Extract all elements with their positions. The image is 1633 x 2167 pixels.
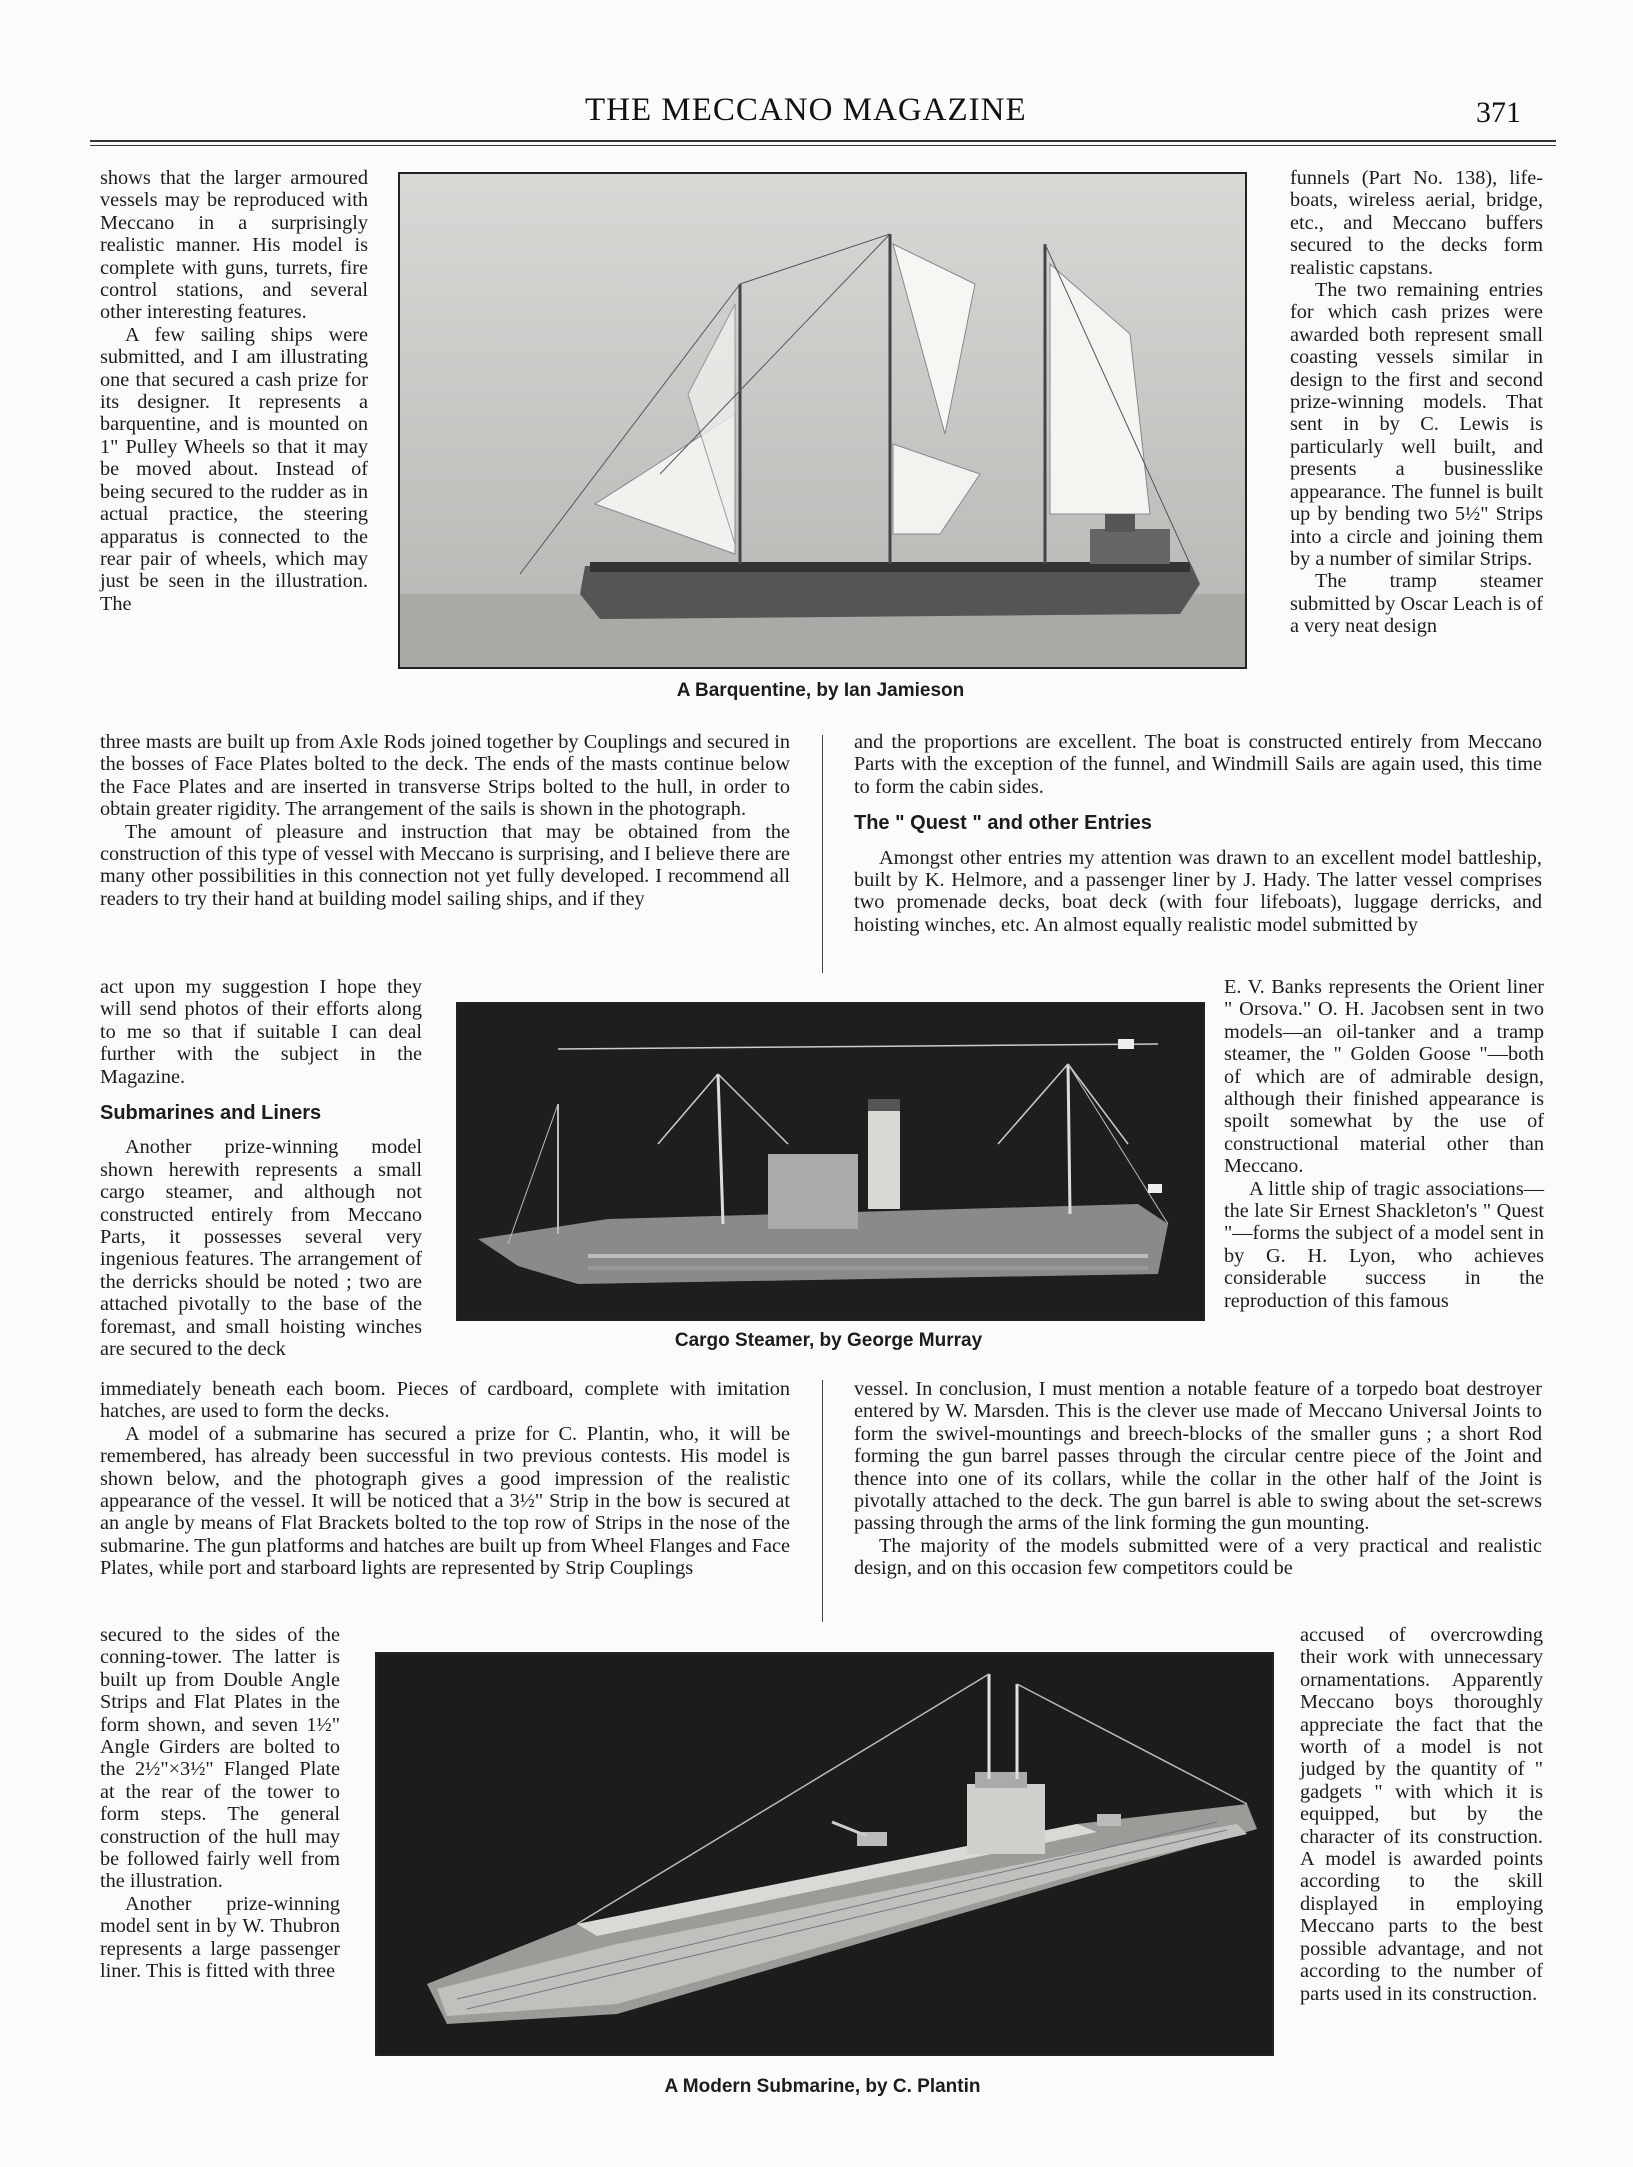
right-wide-block-1 xyxy=(854,731,1542,936)
paragraph: act upon my suggestion I hope they will send photos of their efforts along to me so that if suitable I can deal further with the subject in the Magazine. xyxy=(100,976,422,1088)
submarine-photo xyxy=(375,1652,1274,2056)
left-column-bottom xyxy=(100,1624,340,1983)
left-column-top xyxy=(100,167,368,615)
paragraph: immediately beneath each boom. Pieces of cardboard, complete with imitation hatches, are used to form the decks. xyxy=(100,1378,790,1423)
paragraph: The two remaining entries for which cash prizes were awarded both represent small coasting vessels similar in design to the first and second prize-winning models. That sent in by C. Lewis is particularly well built, and presents a businesslike appearance. The funnel is built up by bending two 5½" Strips into a circle and joining them by a number of similar Strips. xyxy=(1290,279,1543,570)
page-number: 371 xyxy=(1476,96,1521,129)
paragraph: A few sailing ships were submitted, and I am illustrating one that secured a cash prize for its designer. It represents a barquentine, and is mounted on 1" Pulley Wheels so that it may be moved about. Instead of being secured to the rudder as in actual practice, the steering apparatus is connected to the rear pair of wheels, which may just be seen in the illustration. The xyxy=(100,323,368,615)
paragraph: The amount of pleasure and instruction that may be obtained from the construction of this type of vessel with Meccano is surprising, and I believe there are many other possibilities in this connection not yet fully developed. I recommend all readers to try their hand at building model sailing ships, and if they xyxy=(100,820,790,910)
paragraph: and the proportions are excellent. The boat is constructed entirely from Meccano Parts with the exception of the funnel, and Windmill Sails are again used, this time to form the cabin sides. xyxy=(854,731,1542,798)
paragraph: secured to the sides of the conning-tower. The latter is built up from Double Angle Strips and Flat Plates in the form shown, and seven 1½" Angle Girders are bolted to the 2½"×3½" Flanged Plate at the rear of the tower to form steps. The general construction of the hull may be followed fairly well from the illustration. xyxy=(100,1624,340,1893)
paragraph: three masts are built up from Axle Rods joined together by Couplings and secured in the bosses of Face Plates bolted to the deck. The ends of the masts continue below the Face Plates and are inserted in transverse Strips bolted to the hull, in order to obtain greater rigidity. The arrangement of the sails is shown in the photograph. xyxy=(100,731,790,821)
paragraph: Another prize-winning model sent in by W. Thubron represents a large passenger liner. This is fitted with three xyxy=(100,1892,340,1983)
right-wide-block-2 xyxy=(854,1378,1542,1580)
paragraph: funnels (Part No. 138), life-boats, wireless aerial, bridge, etc., and Meccano buffers secured to the decks form realistic capstans. xyxy=(1290,167,1543,279)
cargo-steamer-photo xyxy=(456,1002,1205,1321)
paragraph: shows that the larger armoured vessels may be reproduced with Meccano in a surprisingly realistic manner. His model is complete with guns, turrets, fire control stations, and several other interesting features. xyxy=(100,167,368,324)
paragraph: A model of a submarine has secured a prize for C. Plantin, who, it will be remembered, has already been successful in two previous contests. His model is shown below, and the photograph gives a good impression of the realistic appearance of the vessel. It will be noticed that a 3½" Strip in the bow is secured at an angle by means of Flat Brackets bolted to the top row of Strips in the nose of the submarine. The gun platforms and hatches are built up from Wheel Flanges and Face Plates, while port and starboard lights are represented by Strip Couplings xyxy=(100,1422,790,1580)
paragraph: accused of overcrowding their work with unnecessary ornamentations. Apparently Meccano boys thoroughly appreciate the fact that the worth of a model is not judged by the quantity of " gadgets " with which it is equipped, but by the character of its construction. A model is awarded points according to the skill displayed in employing Meccano parts to the best possible advantage, and not according to the number of parts used in its construction. xyxy=(1300,1624,1543,2005)
figure-caption: A Modern Submarine, by C. Plantin xyxy=(664,2076,981,2097)
paragraph: A little ship of tragic associations—the late Sir Ernest Shackleton's " Quest "—forms the subject of a model sent in by G. H. Lyon, who achieves considerable success in the reproduction of this famous xyxy=(1224,1177,1544,1312)
paragraph: The majority of the models submitted were of a very practical and realistic design, and on this occasion few competitors could be xyxy=(854,1534,1542,1580)
section-heading: The " Quest " and other Entries xyxy=(854,812,1152,835)
paragraph: The tramp steamer submitted by Oscar Leach is of a very neat design xyxy=(1290,570,1543,638)
paragraph: Amongst other entries my attention was drawn to an excellent model battleship, built by K. Helmore, and a passenger liner by J. Hady. The latter vessel comprises two promenade decks, boat deck (with four lifeboats), luggage derricks, and hoisting winches, etc. An almost equally realistic model submitted by xyxy=(854,846,1542,936)
figure-caption: A Barquentine, by Ian Jamieson xyxy=(676,680,965,701)
figure-caption: Cargo Steamer, by George Murray xyxy=(674,1330,983,1351)
left-wide-block-1 xyxy=(100,731,790,910)
barquentine-photo xyxy=(398,172,1247,669)
header-rule-thin xyxy=(90,145,1556,146)
column-divider xyxy=(822,1380,823,1622)
magazine-title: THE MECCANO MAGAZINE xyxy=(585,92,1027,128)
paragraph: vessel. In conclusion, I must mention a notable feature of a torpedo boat destroyer entered by W. Marsden. This is the clever use made of Meccano Universal Joints to form the swivel-mountings and breech-blocks of the smaller guns ; a short Rod forming the gun barrel passes through the circular centre piece of the Joint and thence into one of its collars, while the collar in the other half of the Joint is pivotally attached to the deck. The gun barrel is able to swing about the set-screws passing through the arms of the link forming the gun mounting. xyxy=(854,1378,1542,1535)
left-wide-block-2 xyxy=(100,1378,790,1580)
left-column-middle xyxy=(100,976,422,1361)
right-column-bottom xyxy=(1300,1624,1543,2005)
right-column-top xyxy=(1290,167,1543,638)
paragraph: E. V. Banks represents the Orient liner " Orsova." O. H. Jacobsen sent in two models—an oil-tanker and a tramp steamer, the " Golden Goose "—both of which are of admirable design, although their finished appearance is spoilt somewhat by the use of constructional material other than Meccano. xyxy=(1224,976,1544,1178)
right-column-middle xyxy=(1224,976,1544,1312)
section-heading: Submarines and Liners xyxy=(100,1102,322,1125)
paragraph: Another prize-winning model shown herewith represents a small cargo steamer, and although not constructed entirely from Meccano Parts, it possesses several very ingenious features. The arrangement of the derricks should be noted ; two are attached pivotally to the base of the foremast, and small hoisting winches are secured to the deck xyxy=(100,1136,422,1361)
header-rule xyxy=(90,140,1556,142)
column-divider xyxy=(822,735,823,973)
